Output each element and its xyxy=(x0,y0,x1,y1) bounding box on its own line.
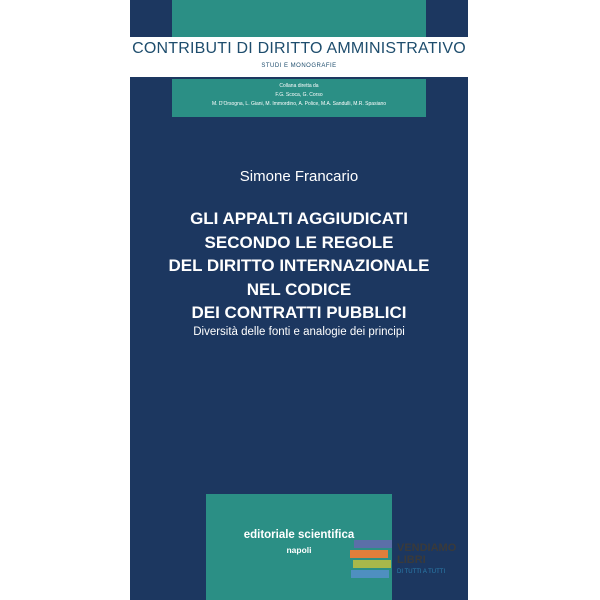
title-line: GLI APPALTI AGGIUDICATI xyxy=(190,209,408,228)
publisher-city: napoli xyxy=(286,545,312,555)
top-color-band xyxy=(172,0,426,40)
editors-directors: F.G. Scoca, G. Corso xyxy=(275,92,323,98)
book-bar xyxy=(353,560,391,568)
watermark-line3: DI TUTTI A TUTTI xyxy=(397,569,446,575)
editors-band xyxy=(172,79,426,117)
title-line: DEL DIRITTO INTERNAZIONALE xyxy=(168,256,430,275)
title-line: DEI CONTRATTI PUBBLICI xyxy=(191,303,407,322)
author-name: Simone Francario xyxy=(239,168,359,185)
book-bar xyxy=(350,550,388,558)
series-subtitle: STUDI E MONOGRAFIE xyxy=(261,63,337,69)
book-bar xyxy=(351,570,389,578)
watermark-line2: LIBRI xyxy=(397,554,426,566)
watermark-logo xyxy=(350,536,462,586)
title-line: NEL CODICE xyxy=(246,279,352,299)
series-title: CONTRIBUTI DI DIRITTO AMMINISTRATIVO xyxy=(132,40,466,57)
title-line: SECONDO LE REGOLE xyxy=(204,232,394,252)
editors-committee: M. D'Orsogna, L. Giani, M. Immordino, A. Police, M.A. Sandulli, M.R. Spasiano xyxy=(211,101,387,107)
book-title xyxy=(130,207,468,325)
watermark-line1: VENDIAMO xyxy=(397,542,457,554)
publisher-name: editoriale scientifica xyxy=(243,529,355,541)
books-stack-icon xyxy=(350,540,392,580)
book-subtitle: Diversità delle fonti e analogie dei principi xyxy=(193,326,405,338)
editors-intro: Collana diretta da xyxy=(279,83,319,89)
book-bar xyxy=(354,540,392,548)
